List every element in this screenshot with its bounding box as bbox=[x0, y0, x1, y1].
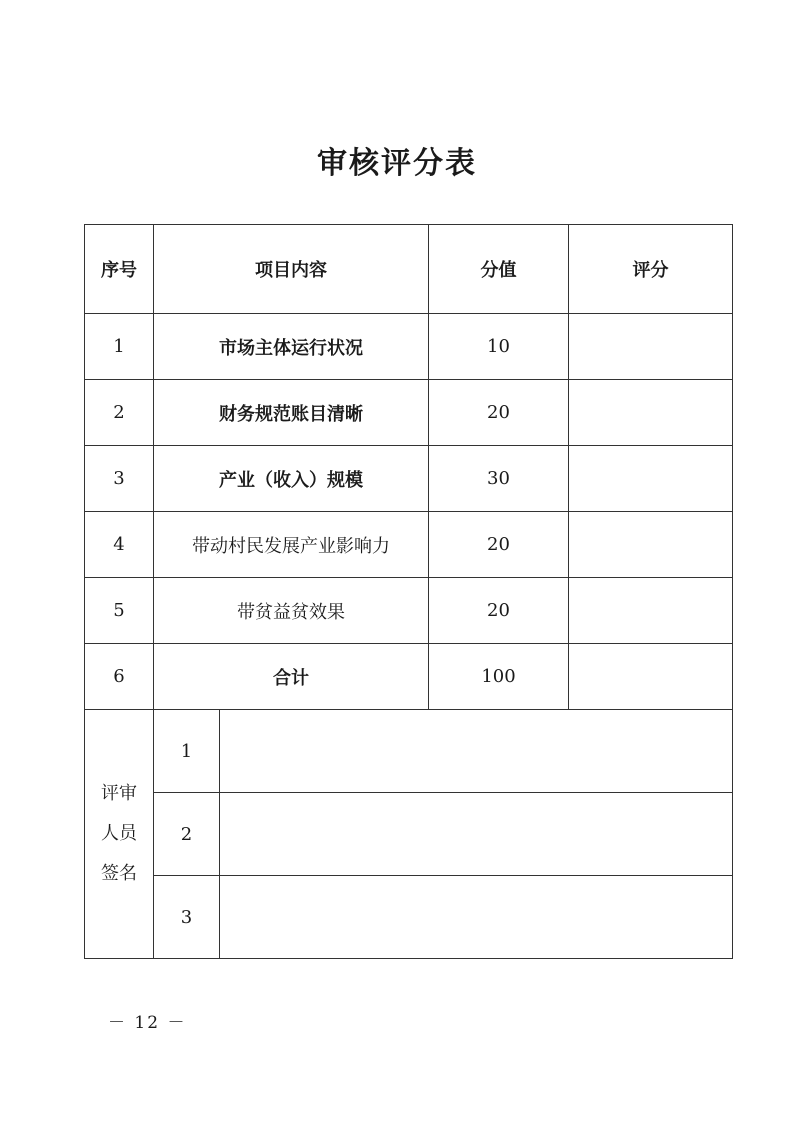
row-index: 6 bbox=[85, 644, 154, 710]
row-content: 产业（收入）规模 bbox=[154, 446, 429, 512]
row-content: 市场主体运行状况 bbox=[154, 314, 429, 380]
row-value: 10 bbox=[429, 314, 569, 380]
signature-label-line: 人员 bbox=[101, 823, 137, 844]
row-index: 5 bbox=[85, 578, 154, 644]
table-row bbox=[85, 380, 733, 446]
row-index: 1 bbox=[85, 314, 154, 380]
row-score-cell[interactable] bbox=[569, 314, 733, 380]
signature-row bbox=[85, 876, 733, 959]
score-table bbox=[84, 224, 733, 959]
row-content: 财务规范账目清晰 bbox=[154, 380, 429, 446]
row-score-cell[interactable] bbox=[569, 446, 733, 512]
page-title: 审核评分表 bbox=[317, 146, 477, 181]
row-value: 20 bbox=[429, 380, 569, 446]
signature-label-line: 评审 bbox=[101, 783, 137, 804]
header-content: 项目内容 bbox=[154, 225, 429, 314]
header-index: 序号 bbox=[85, 225, 154, 314]
signature-slot-number: 3 bbox=[154, 876, 220, 959]
header-score: 评分 bbox=[569, 225, 733, 314]
row-content: 带贫益贫效果 bbox=[154, 578, 429, 644]
table-row-total bbox=[85, 644, 733, 710]
signature-slot-number: 2 bbox=[154, 793, 220, 876]
table-row bbox=[85, 446, 733, 512]
row-score-cell[interactable] bbox=[569, 644, 733, 710]
row-index: 2 bbox=[85, 380, 154, 446]
row-score-cell[interactable] bbox=[569, 512, 733, 578]
signature-field[interactable] bbox=[220, 793, 733, 876]
signature-field[interactable] bbox=[220, 876, 733, 959]
row-content: 合计 bbox=[154, 644, 429, 710]
table-row bbox=[85, 314, 733, 380]
signature-label-line: 签名 bbox=[101, 863, 137, 884]
table-row bbox=[85, 512, 733, 578]
row-value: 100 bbox=[429, 644, 569, 710]
row-index: 4 bbox=[85, 512, 154, 578]
row-content: 带动村民发展产业影响力 bbox=[154, 512, 429, 578]
table-row bbox=[85, 578, 733, 644]
row-value: 30 bbox=[429, 446, 569, 512]
signature-field[interactable] bbox=[220, 710, 733, 793]
row-value: 20 bbox=[429, 578, 569, 644]
table-header-row bbox=[85, 225, 733, 314]
row-score-cell[interactable] bbox=[569, 578, 733, 644]
page-number: － 12 － bbox=[108, 1013, 187, 1033]
header-value: 分值 bbox=[429, 225, 569, 314]
signature-row bbox=[85, 710, 733, 793]
row-value: 20 bbox=[429, 512, 569, 578]
signature-row bbox=[85, 793, 733, 876]
signature-label bbox=[85, 710, 154, 959]
signature-slot-number: 1 bbox=[154, 710, 220, 793]
row-index: 3 bbox=[85, 446, 154, 512]
row-score-cell[interactable] bbox=[569, 380, 733, 446]
